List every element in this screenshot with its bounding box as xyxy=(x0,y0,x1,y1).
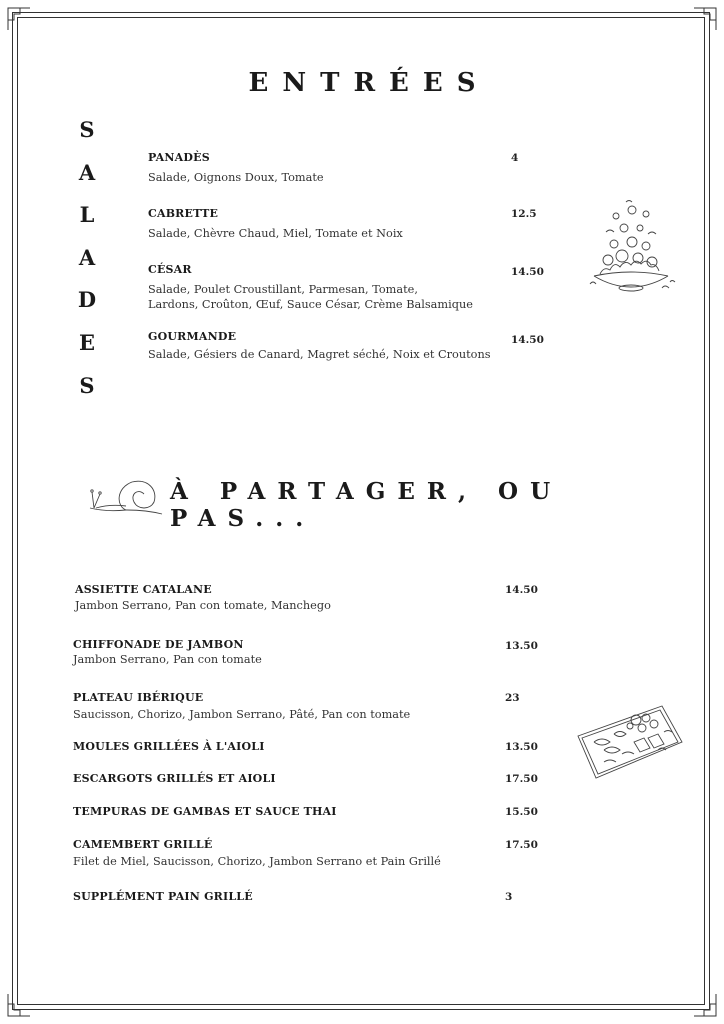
corner-ornament-icon xyxy=(692,6,718,32)
item-description: Jambon Serrano, Pan con tomate, Manchego xyxy=(75,599,331,612)
item-price: 4 xyxy=(511,152,519,164)
salad-bowl-sketch-icon xyxy=(586,198,676,298)
item-name: ESCARGOTS GRILLÉS ET AIOLI xyxy=(73,772,276,785)
menu-item-salade xyxy=(148,151,324,185)
item-description: Saucisson, Chorizo, Jambon Serrano, Pâté, Pan con tomate xyxy=(73,708,411,721)
item-description: Jambon Serrano, Pan con tomate xyxy=(73,653,262,666)
corner-ornament-icon xyxy=(6,6,32,32)
item-name: CABRETTE xyxy=(148,207,219,220)
item-name: PLATEAU IBÉRIQUE xyxy=(73,691,204,704)
item-price: 17.50 xyxy=(505,839,538,851)
vertical-letter: E xyxy=(78,329,95,355)
item-name: PANADÈS xyxy=(148,151,210,164)
item-price: 17.50 xyxy=(505,773,538,785)
charcuterie-board-sketch-icon xyxy=(574,702,686,782)
menu-item-partager xyxy=(75,583,331,613)
item-description: Salade, Chèvre Chaud, Miel, Tomate et Noix xyxy=(148,227,403,240)
vertical-letter: A xyxy=(78,244,96,270)
menu-item-partager xyxy=(73,638,262,667)
menu-item-partager xyxy=(73,838,441,869)
item-name: CAMEMBERT GRILLÉ xyxy=(73,838,213,851)
vertical-letter: D xyxy=(77,287,97,313)
item-price: 15.50 xyxy=(505,806,538,818)
vertical-letter: L xyxy=(79,202,95,228)
menu-item-partager xyxy=(73,691,410,722)
item-name: ASSIETTE CATALANE xyxy=(75,583,212,596)
vertical-letter: A xyxy=(78,159,96,185)
item-name: CHIFFONADE DE JAMBON xyxy=(73,638,244,651)
item-price: 14.50 xyxy=(511,266,544,278)
item-price: 14.50 xyxy=(505,584,538,596)
item-name: CÉSAR xyxy=(148,263,192,276)
vertical-letter: S xyxy=(79,372,95,398)
menu-item-salade xyxy=(148,263,473,312)
item-name: GOURMANDE xyxy=(148,330,237,343)
item-description: Salade, Gésiers de Canard, Magret séché, Noix et Croutons xyxy=(148,348,491,361)
menu-item-partager xyxy=(73,890,253,903)
item-description-line2: Lardons, Croûton, Œuf, Sauce César, Crème Balsamique xyxy=(148,298,473,311)
item-price: 14.50 xyxy=(511,334,544,346)
section-title-entrees: ENTRÉES xyxy=(248,68,490,98)
item-price: 3 xyxy=(505,891,513,903)
item-price: 13.50 xyxy=(505,741,538,753)
vertical-heading-salades xyxy=(74,116,100,414)
item-price: 23 xyxy=(505,692,520,704)
corner-ornament-icon xyxy=(6,992,32,1018)
menu-item-partager xyxy=(73,740,265,753)
item-name: TEMPURAS DE GAMBAS ET SAUCE THAI xyxy=(73,805,337,818)
section-title-partager: À PARTAGER, OU PAS... xyxy=(170,478,563,532)
item-description: Salade, Poulet Croustillant, Parmesan, Tomate, xyxy=(148,283,418,296)
item-price: 12.5 xyxy=(511,208,537,220)
vertical-letter: S xyxy=(79,117,95,142)
menu-item-partager xyxy=(73,772,276,785)
menu-item-salade xyxy=(148,207,403,241)
item-description: Salade, Oignons Doux, Tomate xyxy=(148,171,324,184)
item-name: SUPPLÉMENT PAIN GRILLÉ xyxy=(73,890,253,903)
item-price: 13.50 xyxy=(505,640,538,652)
snail-sketch-icon xyxy=(86,470,166,520)
menu-item-partager xyxy=(73,805,337,818)
item-name: MOULES GRILLÉES À L'AIOLI xyxy=(73,740,265,753)
menu-item-salade xyxy=(148,330,491,362)
corner-ornament-icon xyxy=(692,992,718,1018)
item-description: Filet de Miel, Saucisson, Chorizo, Jambon Serrano et Pain Grillé xyxy=(73,855,441,868)
